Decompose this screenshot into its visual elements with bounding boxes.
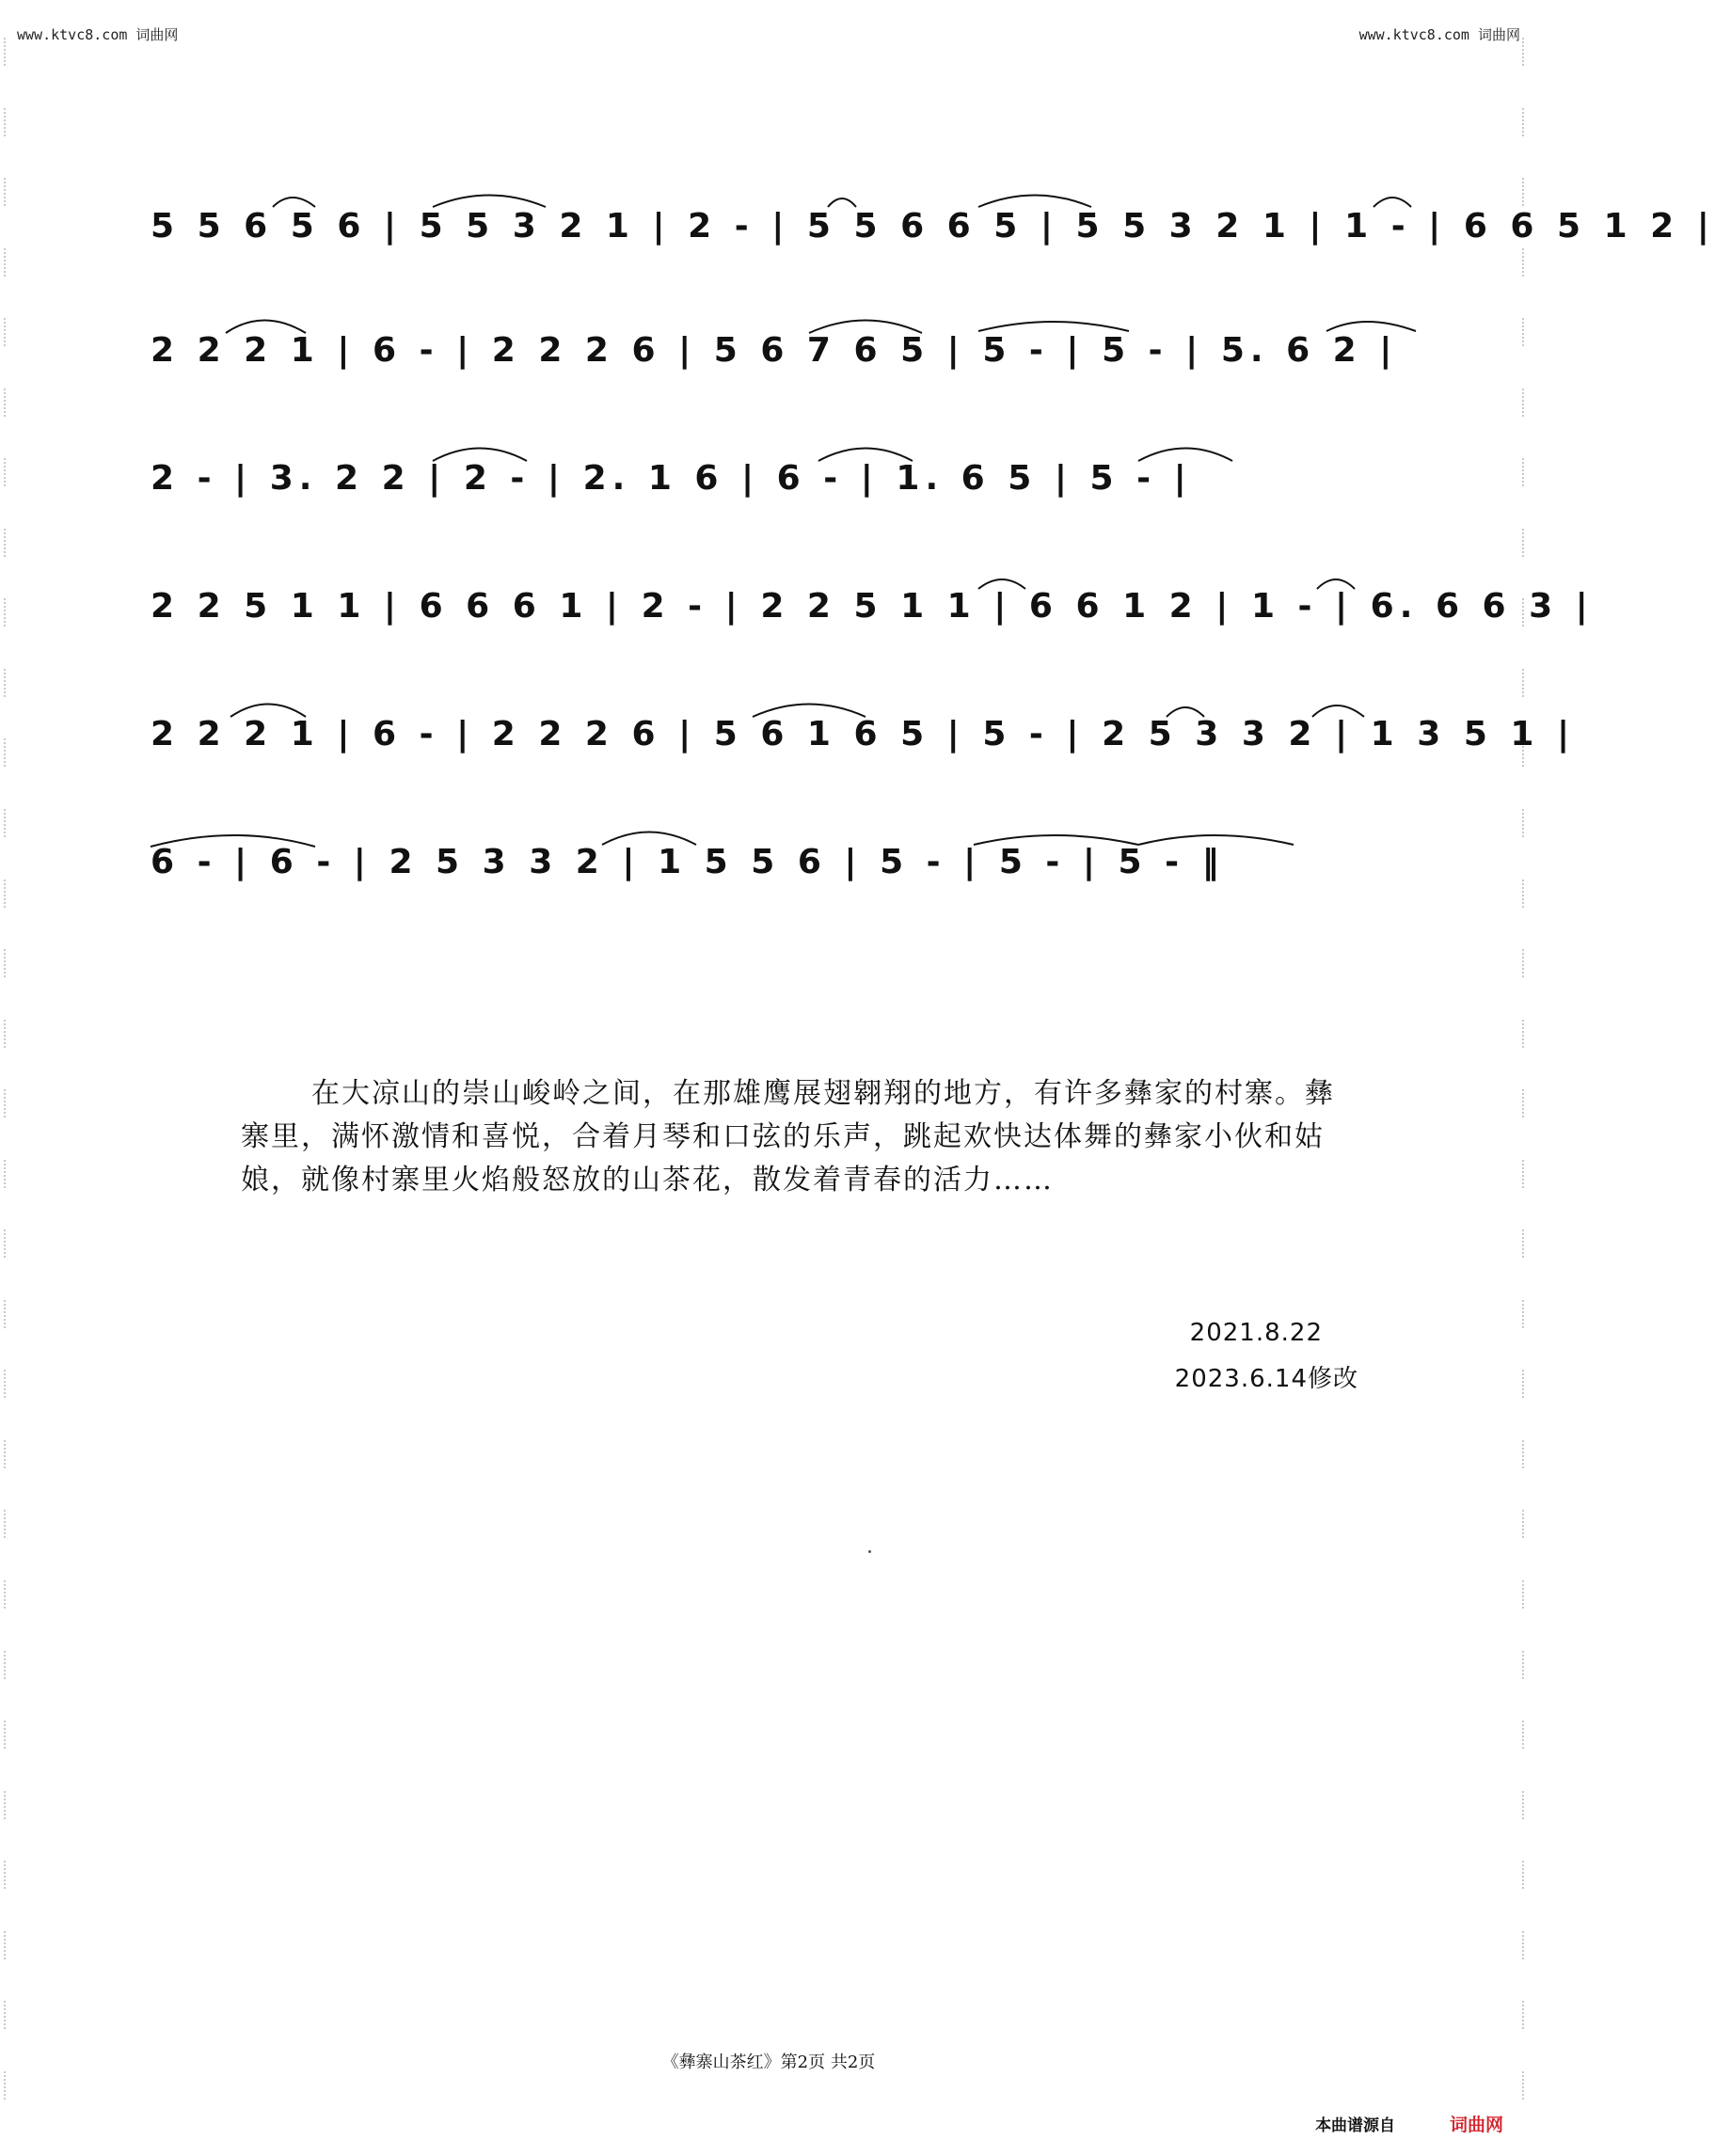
side-watermark-strip-left <box>4 38 15 2100</box>
score-system-5 <box>151 687 1576 790</box>
source-credit <box>1315 2111 1503 2136</box>
source-label: 本曲谱源自 <box>1315 2116 1396 2135</box>
revised-date: 2023.6.14修改 <box>1174 1365 1358 1393</box>
side-watermark-strip-right <box>1522 38 1533 2100</box>
score-line: 2 2 5 1 1 | 6 6 6 1 | 2 - | 2 2 5 1 1 | 6 6 1 2 | 1 - | 6. 6 6 3 | <box>151 587 1594 626</box>
score-line: 2 - | 3. 2 2 | 2 - | 2. 1 6 | 6 - | 1. 6 5 | 5 - | <box>151 459 1192 498</box>
page-footer: 《彝寨山茶红》第2页 共2页 <box>661 2053 876 2072</box>
score-line: 5 5 6 5 6 | 5 5 3 2 1 | 2 - | 5 5 6 6 5 | 5 5 3 2 1 | 1 - | 6 6 5 1 2 | <box>151 207 1715 246</box>
score-system-2 <box>151 303 1439 406</box>
site-watermark-right: www.ktvc8.com 词曲网 <box>1358 26 1520 43</box>
score-line: 2 2 2 1 | 6 - | 2 2 2 6 | 5 6 7 6 5 | 5 - | 5 - | 5. 6 2 | <box>151 331 1398 370</box>
score-system-1 <box>151 179 1715 282</box>
written-date: 2021.8.22 <box>1189 1319 1323 1347</box>
score-line: 2 2 2 1 | 6 - | 2 2 2 6 | 5 6 1 6 5 | 5 - | 2 5 3 3 2 | 1 3 5 1 | <box>151 715 1576 753</box>
score-system-3 <box>151 431 1439 534</box>
score-system-4 <box>151 559 1594 662</box>
score-line: 6 - | 6 - | 2 5 3 3 2 | 1 5 5 6 | 5 - | 5 - | 5 - ‖ <box>151 843 1225 881</box>
song-description: 在大凉山的崇山峻岭之间，在那雄鹰展翅翱翔的地方，有许多彝家的村寨。彝寨里，满怀激情和喜悦，合着月琴和口弦的乐声，跳起欢快达体舞的彝家小伙和姑娘，就像村寨里火焰般怒放的山茶花，散发着青春的活力…… <box>241 1077 1335 1197</box>
score-system-6 <box>151 815 1439 918</box>
stray-dot <box>868 1550 871 1553</box>
source-logo[interactable]: 词曲网 <box>1449 2115 1503 2135</box>
site-watermark-left: www.ktvc8.com 词曲网 <box>17 26 179 43</box>
